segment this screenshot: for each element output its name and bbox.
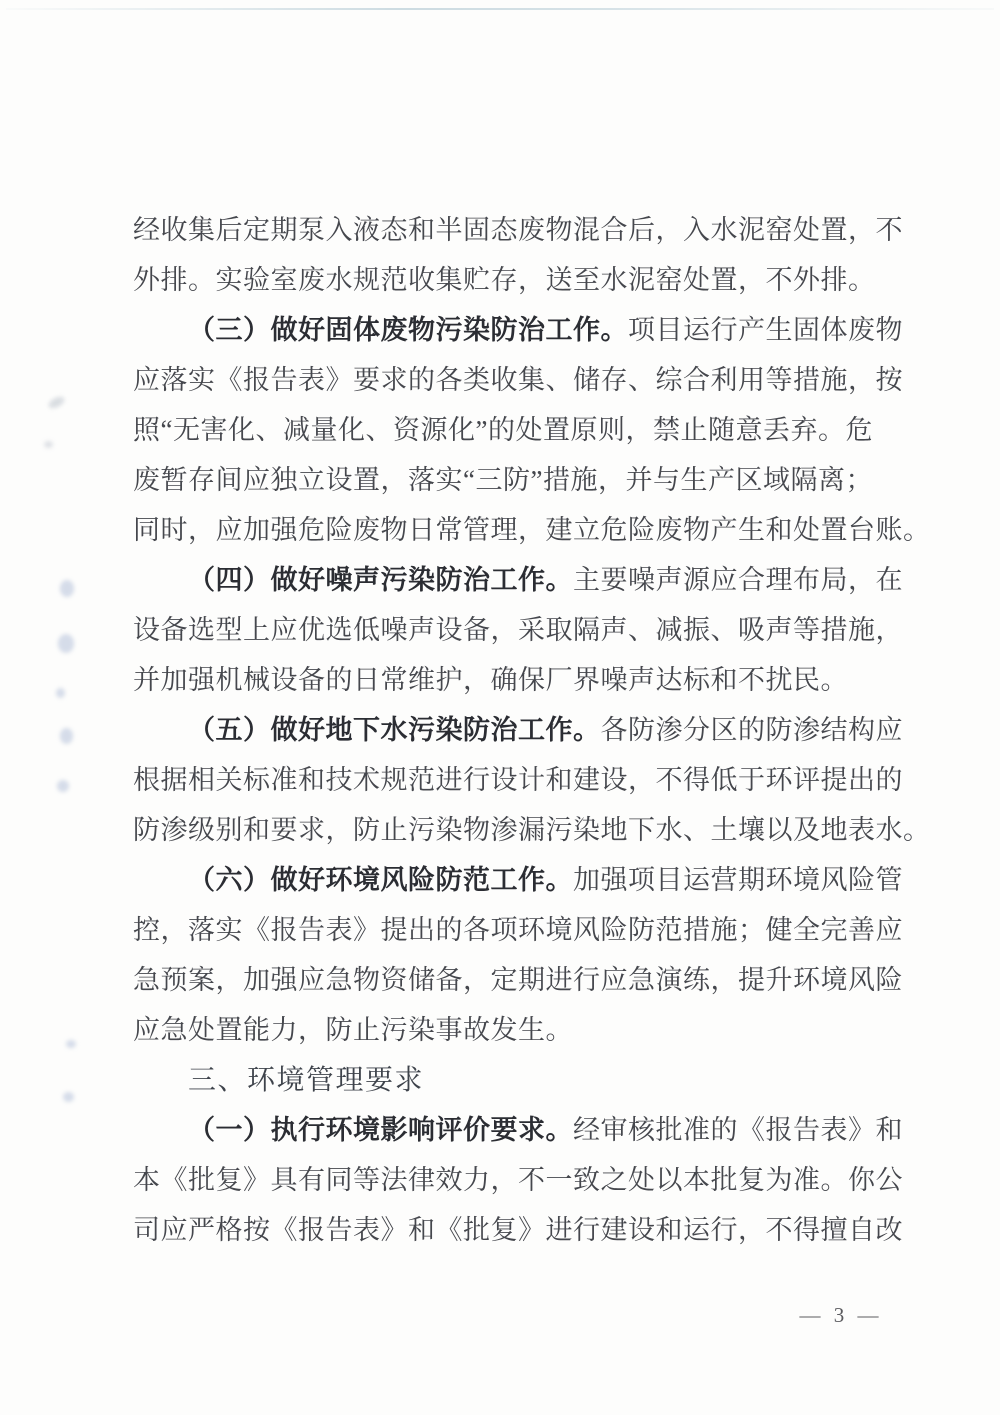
text-segment: 项目运行产生固体废物 (628, 315, 903, 345)
text-line (133, 655, 895, 705)
text-line (133, 405, 895, 455)
text-line (133, 555, 903, 605)
text-segment: 经审核批准的《报告表》和 (573, 1115, 903, 1145)
clause-heading: （五）做好地下水污染防治工作。 (188, 715, 601, 745)
text-segment: 应急处置能力，防止污染事故发生。 (133, 1015, 573, 1045)
text-segment: 控，落实《报告表》提出的各项环境风险防范措施；健全完善应 (133, 915, 903, 945)
text-segment: 同时，应加强危险废物日常管理，建立危险废物产生和处置台账。 (133, 515, 931, 545)
ink-smudge (66, 1040, 76, 1048)
ink-smudge (47, 395, 66, 411)
text-line (133, 855, 903, 905)
paragraph-clause-4-noise (133, 555, 903, 705)
text-segment: 加强项目运营期环境风险管 (573, 865, 903, 895)
text-line (133, 255, 895, 305)
scan-edge-line (6, 8, 994, 10)
ink-smudge (44, 441, 53, 448)
text-segment: 三、环境管理要求 (188, 1064, 425, 1095)
text-line (133, 605, 903, 655)
ink-smudge (58, 634, 74, 653)
text-segment: 外排。实验室废水规范收集贮存，送至水泥窑处置，不外排。 (133, 265, 876, 295)
text-line (133, 1205, 903, 1255)
text-segment: 应落实《报告表》要求的各类收集、储存、综合利用等措施，按 (133, 365, 903, 395)
text-segment: 司应严格按《报告表》和《批复》进行建设和运行，不得擅自改 (133, 1215, 903, 1245)
text-line (133, 305, 903, 355)
clause-heading: （三）做好固体废物污染防治工作。 (188, 315, 628, 345)
text-segment: 急预案，加强应急物资储备，定期进行应急演练，提升环境风险 (133, 965, 903, 995)
ink-smudge (60, 580, 74, 597)
text-line (133, 205, 903, 255)
paragraph-wastewater-continuation (133, 205, 903, 305)
ink-smudge (60, 728, 73, 744)
text-line (133, 805, 931, 855)
text-segment: 各防渗分区的防渗结构应 (600, 715, 903, 745)
ink-smudge (63, 1092, 74, 1102)
text-line (133, 455, 895, 505)
text-segment: 设备选型上应优选低噪声设备，采取隔声、减振、吸声等措施， (133, 615, 903, 645)
clause-heading: （四）做好噪声污染防治工作。 (188, 565, 573, 595)
page-number: — 3 — (799, 1303, 883, 1327)
paragraph-section-3-management (133, 1055, 895, 1105)
text-line (133, 505, 931, 555)
text-line (133, 1105, 903, 1155)
text-line (133, 905, 903, 955)
text-line (133, 705, 903, 755)
text-line (133, 1155, 903, 1205)
text-line (133, 955, 903, 1005)
clause-heading: （六）做好环境风险防范工作。 (188, 865, 573, 895)
paragraph-clause-6-risk (133, 855, 903, 1055)
clause-heading: （一）执行环境影响评价要求。 (188, 1115, 573, 1145)
text-segment: 主要噪声源应合理布局，在 (573, 565, 903, 595)
text-segment: 根据相关标准和技术规范进行设计和建设，不得低于环评提出的 (133, 765, 903, 795)
text-segment: 本《批复》具有同等法律效力，不一致之处以本批复为准。你公 (133, 1165, 903, 1195)
text-segment: 经收集后定期泵入液态和半固态废物混合后，入水泥窑处置，不 (133, 215, 903, 245)
document-body (133, 205, 931, 1255)
section-heading-line (133, 1055, 895, 1105)
text-line (133, 355, 903, 405)
text-line (133, 755, 903, 805)
text-line (133, 1005, 895, 1055)
text-segment: 并加强机械设备的日常维护，确保厂界噪声达标和不扰民。 (133, 665, 848, 695)
text-segment: 废暂存间应独立设置，落实“三防”措施，并与生产区域隔离； (133, 465, 873, 495)
ink-smudge (56, 688, 65, 698)
paragraph-clause-5-groundwater (133, 705, 931, 855)
paragraph-clause-3-solid-waste (133, 305, 931, 555)
text-segment: 照“无害化、减量化、资源化”的处置原则，禁止随意丢弃。危 (133, 415, 873, 445)
paragraph-clause-1-eia (133, 1105, 903, 1255)
text-segment: 防渗级别和要求，防止污染物渗漏污染地下水、土壤以及地表水。 (133, 815, 931, 845)
ink-smudge (57, 780, 69, 792)
